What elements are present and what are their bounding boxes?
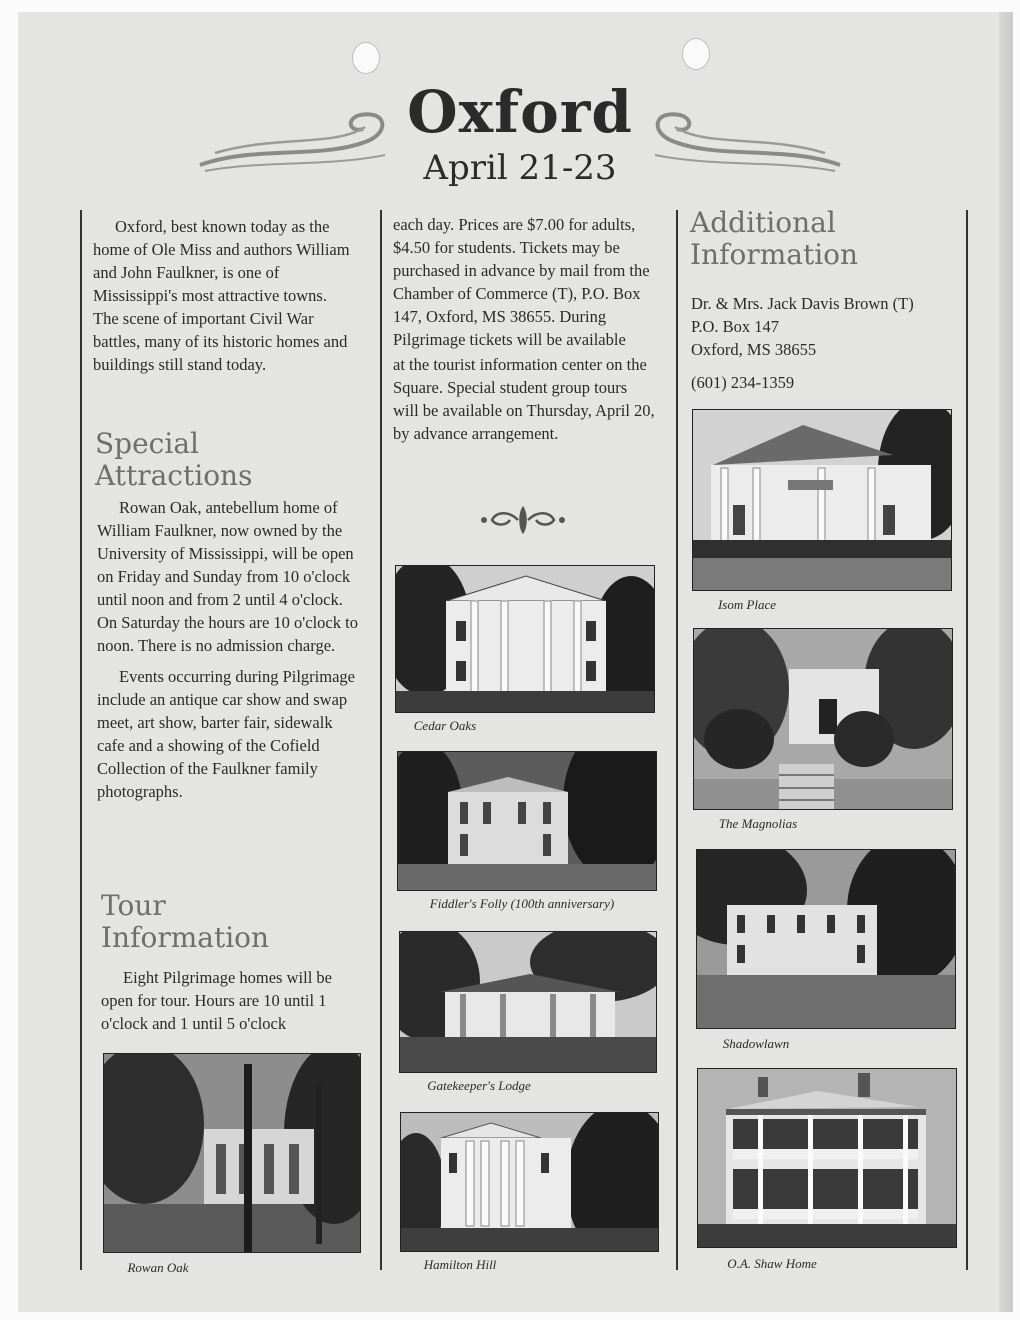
shadowlawn-caption: Shadowlawn <box>722 1036 790 1051</box>
decorative-scroll-ornament <box>478 502 568 538</box>
column-rule-right <box>966 210 968 1270</box>
contact-address-line1: P.O. Box 147 <box>691 317 780 336</box>
heading-line: Special <box>95 427 199 460</box>
shadowlawn-photo <box>696 849 956 1029</box>
additional-information-section <box>691 292 961 394</box>
cedar-oaks-caption: Cedar Oaks <box>413 718 477 733</box>
rowan-oak-caption: Rowan Oak <box>127 1260 189 1275</box>
hamilton-hill-caption: Hamilton Hill <box>423 1257 497 1272</box>
the-magnolias-photo <box>693 628 953 810</box>
intro-section <box>93 215 355 376</box>
cedar-oaks-photo <box>395 565 655 713</box>
tour-hours-paragraph: Eight Pilgrimage homes will be open for tour. Hours are 10 until 1 o'clock and 1 until 5 o'clock <box>101 968 332 1033</box>
oa-shaw-home-caption: O.A. Shaw Home <box>727 1256 817 1271</box>
fiddlers-folly-photo <box>397 751 657 891</box>
isom-place-photo <box>692 409 952 591</box>
special-attractions-section <box>97 496 359 803</box>
gatekeepers-lodge-photo <box>399 931 657 1073</box>
heading-line: Attractions <box>95 459 253 492</box>
tour-information-continued <box>393 213 655 445</box>
rowan-oak-hours-paragraph: Rowan Oak, antebellum home of William Faulkner, now owned by the University of Mississippi, will be open on Friday and Sunday from 10 o'clock until noon and from 2 until 4 o'clock. On Saturday the hours are 10 o'clock to noon. There is no admission charge. <box>97 498 358 655</box>
column-rule-left <box>80 210 82 1270</box>
page-title: Oxford <box>407 78 633 146</box>
gatekeepers-lodge-caption: Gatekeeper's Lodge <box>427 1078 531 1093</box>
isom-place-caption: Isom Place <box>717 597 777 612</box>
heading-line: Tour <box>101 889 166 922</box>
column-rule-center-right <box>676 210 678 1270</box>
oa-shaw-home-photo <box>697 1068 957 1248</box>
tour-information-section <box>101 966 357 1035</box>
the-magnolias-caption: The Magnolias <box>718 816 798 831</box>
additional-information-heading <box>690 207 858 271</box>
column-rule-center-left <box>380 210 382 1270</box>
binder-hole-left <box>352 42 380 74</box>
tour-information-heading <box>101 890 269 954</box>
hamilton-hill-photo <box>400 1112 659 1252</box>
contact-name: Dr. & Mrs. Jack Davis Brown (T) <box>691 294 914 313</box>
intro-paragraph: Oxford, best known today as the home of Ole Miss and authors William and John Faulkner, is one of Mississippi's most attractive towns. The scene of important Civil War battles, many of its historic homes and buildings still stand today. <box>93 217 350 374</box>
fiddlers-folly-caption: Fiddler's Folly (100th anniversary) <box>429 896 615 911</box>
heading-line: Information <box>101 921 270 954</box>
rowan-oak-photo <box>103 1053 361 1253</box>
contact-phone: (601) 234-1359 <box>691 373 795 392</box>
tour-prices-paragraph: each day. Prices are $7.00 for adults, $4.50 for students. Tickets may be purchased in advance by mail from the Chamber of Commerce (T), P.O. Box 147, Oxford, MS 38655. During Pilgrimage tickets will be available <box>393 215 650 349</box>
events-paragraph: Events occurring during Pilgrimage include an antique car show and swap meet, art show, barter fair, sidewalk cafe and a showing of the Cofield Collection of the Faulkner family photographs. <box>97 667 355 801</box>
heading-line: Additional <box>690 206 836 239</box>
page-edge-shadow <box>999 12 1013 1312</box>
binder-hole-right <box>682 38 710 70</box>
tour-tickets-paragraph: at the tourist information center on the Square. Special student group tours will be available on Thursday, April 20, by advance arrangement. <box>393 355 655 443</box>
left-flourish-ornament <box>195 105 395 175</box>
special-attractions-heading <box>95 428 252 492</box>
contact-address-line2: Oxford, MS 38655 <box>691 340 817 359</box>
heading-line: Information <box>690 238 859 271</box>
right-flourish-ornament <box>645 105 845 175</box>
pilgrimage-dates: April 21-23 <box>423 148 617 188</box>
